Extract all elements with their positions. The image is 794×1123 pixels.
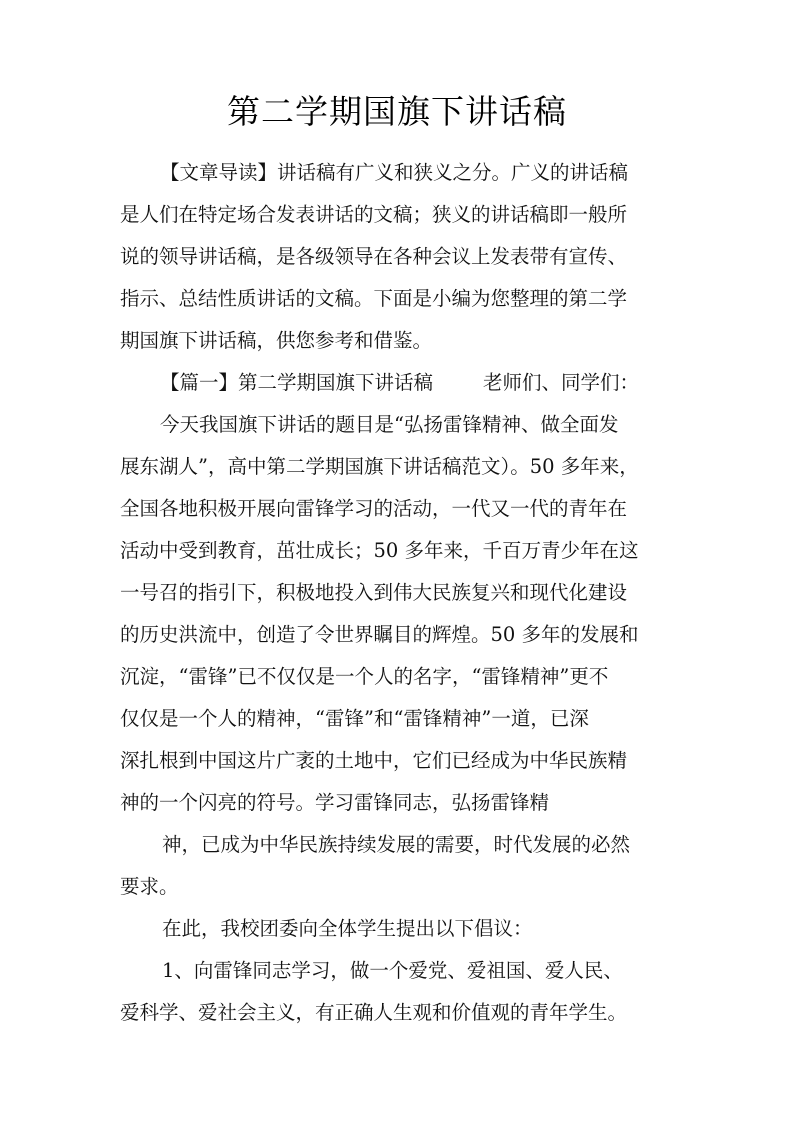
body-line: 今天我国旗下讲话的题目是“弘扬雷锋精神、做全面发	[160, 413, 619, 436]
intro-line: 期国旗下讲话稿，供您参考和借鉴。	[120, 329, 433, 352]
body-paragraph	[120, 908, 686, 950]
body-line: 在此，我校团委向全体学生提出以下倡议：	[162, 917, 533, 940]
body-line: 一号召的指引下，积极地投入到伟大民族复兴和现代化建设	[120, 581, 628, 604]
body-line: 仅仅是一个人的精神，“雷锋”和“雷锋精神”一道，已深	[120, 707, 589, 730]
body-line: 展东湖人”，高中第二学期国旗下讲话稿范文）。50 多年来，	[120, 455, 639, 478]
section-heading-line	[120, 362, 686, 404]
section-heading: 【篇一】第二学期国旗下讲话稿	[160, 371, 434, 394]
body-line: 的历史洪流中，创造了令世界瞩目的辉煌。50 多年的发展和	[120, 623, 639, 646]
intro-line: 指示、总结性质讲话的文稿。下面是小编为您整理的第二学	[120, 287, 628, 310]
intro-line: 说的领导讲话稿，是各级领导在各种会议上发表带有宣传、	[120, 245, 628, 268]
document-title: 第二学期国旗下讲话稿	[227, 92, 567, 131]
body-paragraph	[120, 824, 686, 908]
intro-paragraph	[120, 152, 686, 362]
body-line: 1、向雷锋同志学习，做一个爱党、爱祖国、爱人民、	[162, 959, 623, 982]
body-line: 深扎根到中国这片广袤的土地中，它们已经成为中华民族精	[120, 749, 628, 772]
intro-line: 【文章导读】讲话稿有广义和狭义之分。广义的讲话稿	[160, 161, 629, 184]
body-line: 活动中受到教育，茁壮成长；50 多年来，千百万青少年在这	[120, 539, 639, 562]
body-paragraph	[120, 404, 686, 824]
body-line: 全国各地积极开展向雷锋学习的活动，一代又一代的青年在	[120, 497, 628, 520]
greeting: 老师们、同学们：	[483, 371, 640, 394]
body-line: 神，已成为中华民族持续发展的需要，时代发展的必然	[162, 833, 631, 856]
body-paragraph	[120, 950, 686, 1034]
document-body	[120, 152, 686, 1034]
body-line: 沉淀，“雷锋”已不仅仅是一个人的名字，“雷锋精神”更不	[120, 665, 609, 688]
body-line: 要求。	[120, 875, 179, 898]
body-line: 神的一个闪亮的符号。学习雷锋同志，弘扬雷锋精	[120, 791, 550, 814]
intro-line: 是人们在特定场合发表讲话的文稿；狭义的讲话稿即一般所	[120, 203, 628, 226]
body-line: 爱科学、爱社会主义，有正确人生观和价值观的青年学生。	[120, 1001, 628, 1024]
